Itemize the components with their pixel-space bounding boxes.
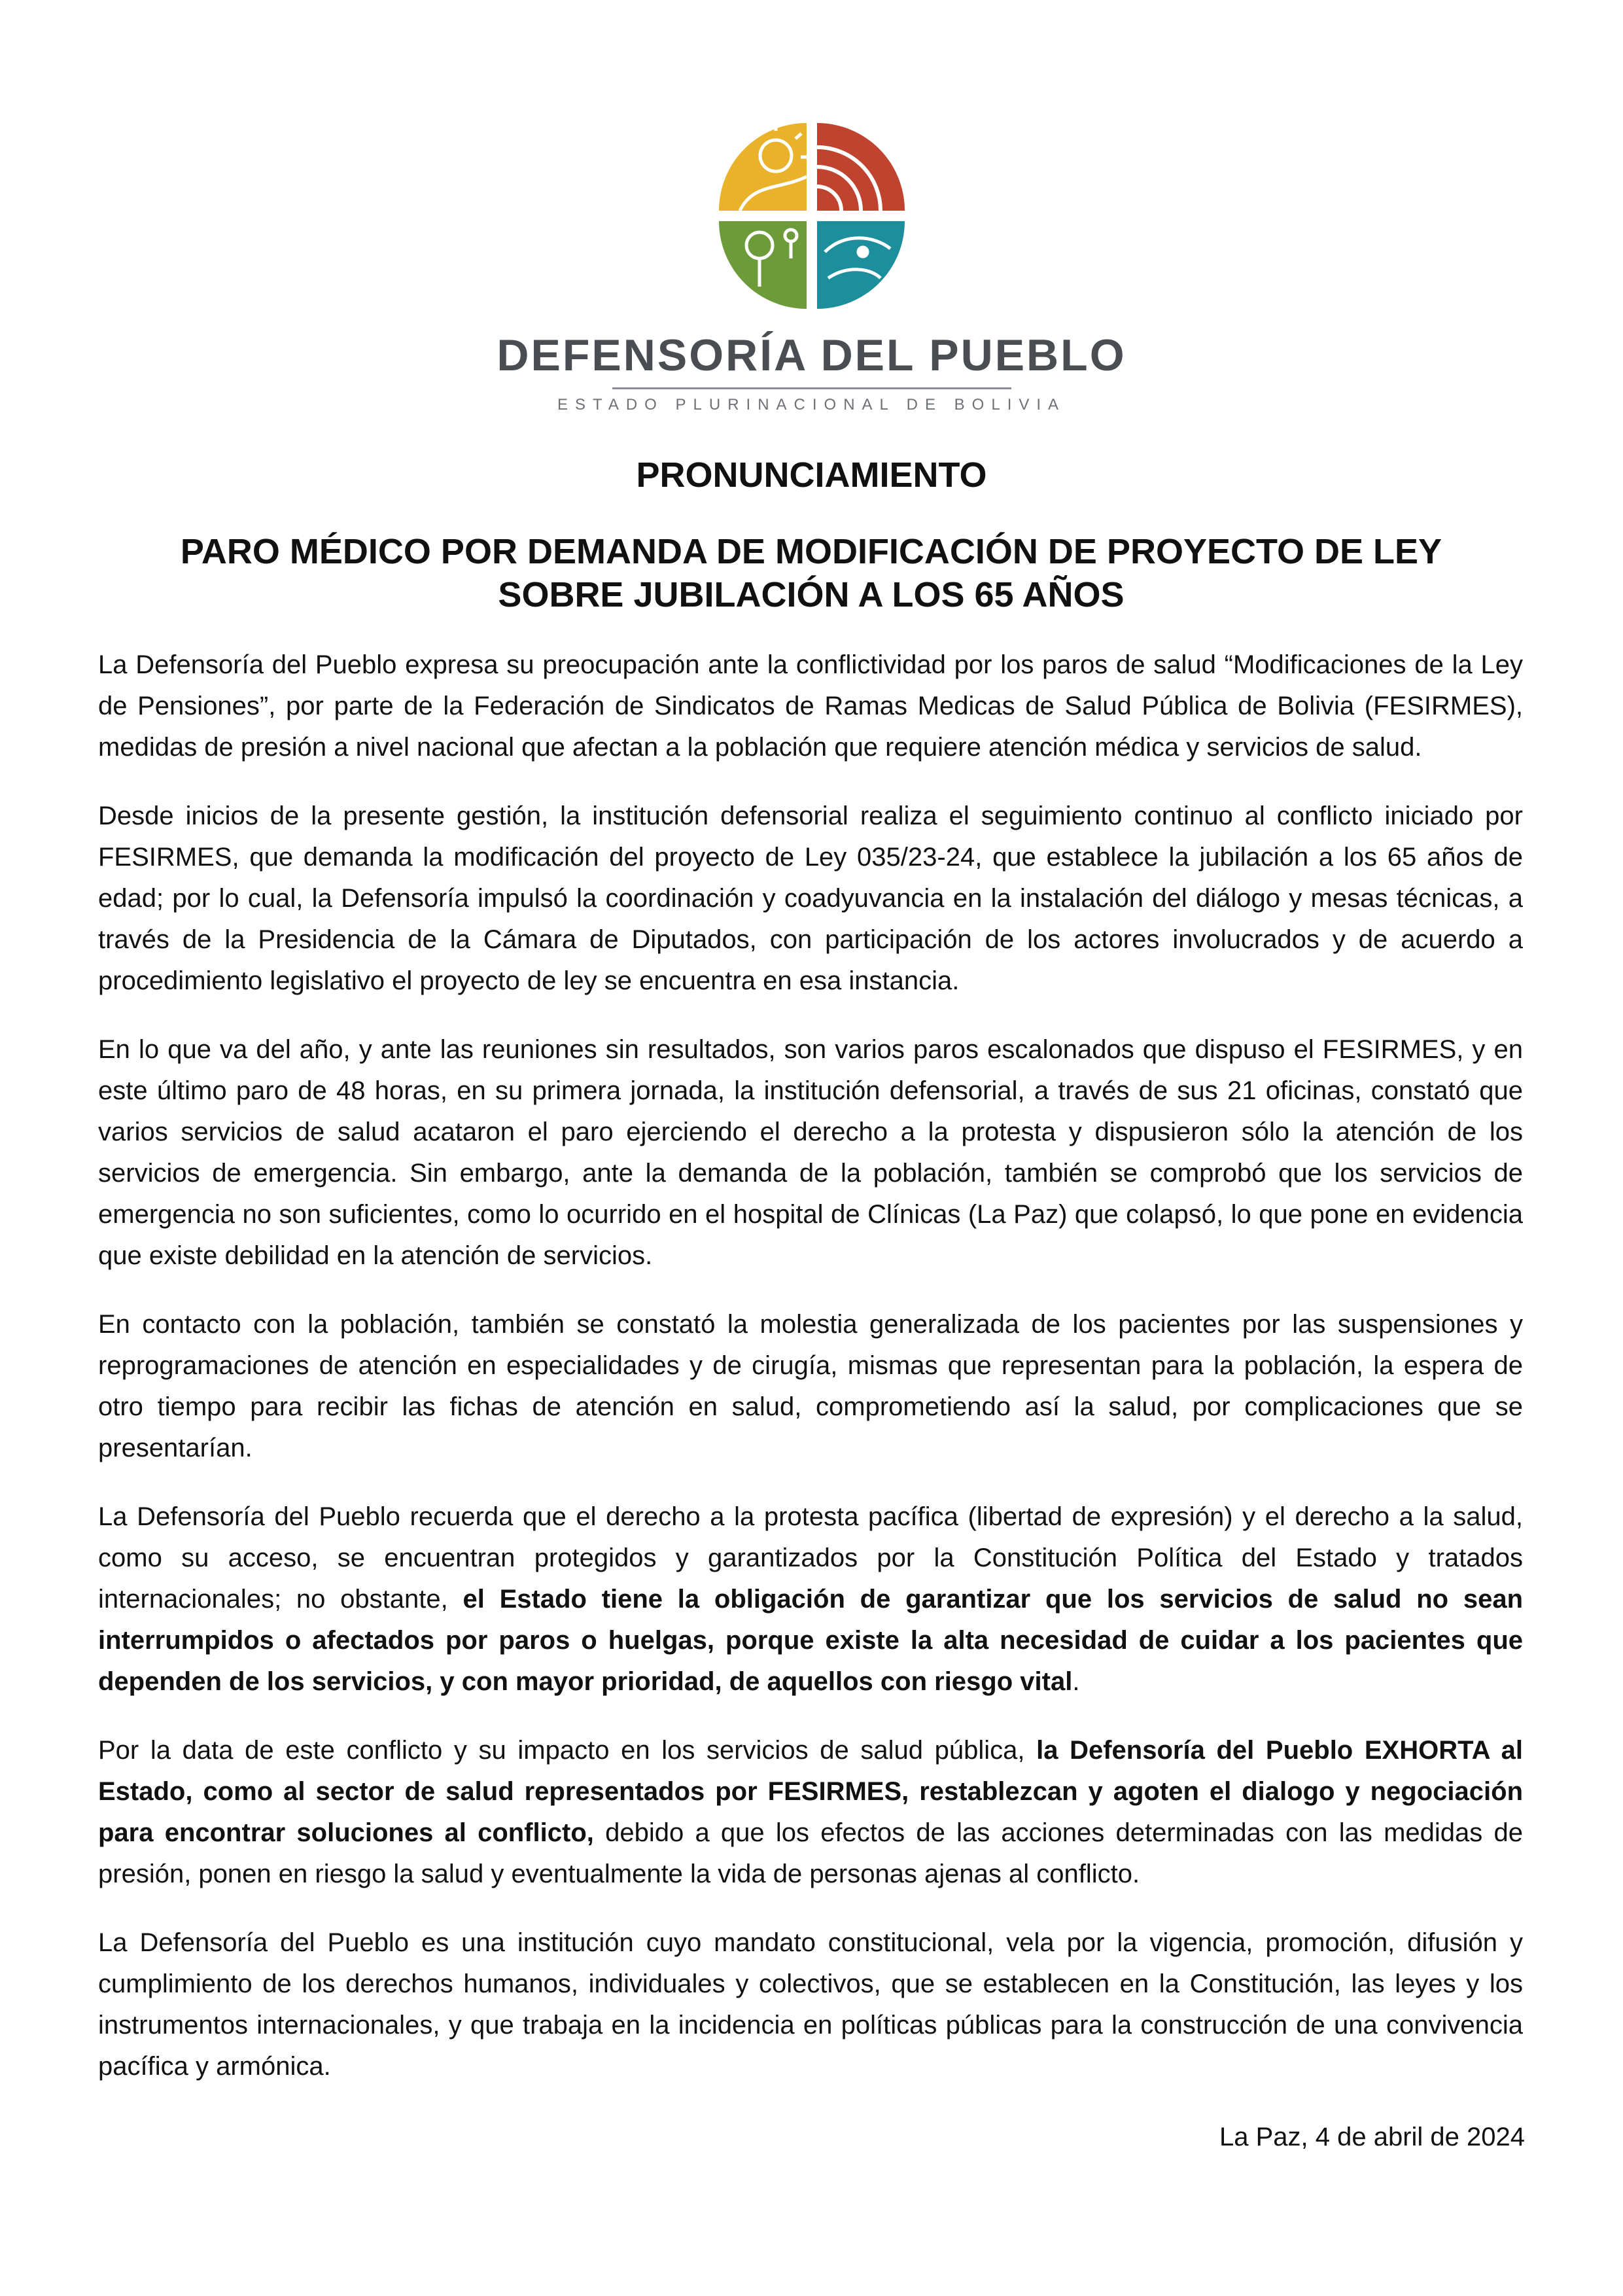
paragraph-5: La Defensoría del Pueblo recuerda que el derecho a la protesta pacífica (libertad de expresión) y el derecho a la salud, como su acceso, se encuentran protegidos y garantizados por la Constitución Política del Estado y tratados internacionales; no obstante, el Estado tiene la obligación de garantizar que los servicios de salud no sean interrumpidos o afectados por paros o huelgas, porque existe la alta necesidad de cuidar a los pacientes que dependen de los servicios, y con mayor prioridad, de aquellos con riesgo vital. (98, 1502, 1524, 1696)
paragraph-5-emphasis: el Estado tiene la obligación de garantizar que los servicios de salud no sean interrumpidos o afectados por paros o huelgas, porque existe la alta necesidad de cuidar a los pacientes que dependen de los servicios, y con mayor prioridad, de aquellos con riesgo vital (98, 1585, 1524, 1696)
logo-divider (612, 387, 1011, 389)
paragraph-7: La Defensoría del Pueblo es una institución cuyo mandato constitucional, vela por la vigencia, promoción, difusión y cumplimiento de los derechos humanos, individuales y colectivos, que se establecen en la Constitución, las leyes y los instrumentos internacionales, y que trabaja en la incidencia en políticas públicas para la construcción de una convivencia pacífica y armónica. (98, 1928, 1523, 2081)
paragraph-3: En lo que va del año, y ante las reuniones sin resultados, son varios paros escalonados que dispuso el FESIRMES, y en este último paro de 48 horas, en su primera jornada, la institución defensorial, a través de sus 21 oficinas, constató que varios servicios de salud acataron el paro ejerciendo el derecho a la protesta y dispusieron sólo la atención de los servicios de emergencia. Sin embargo, ante la demanda de la población, también se comprobó que los servicios de emergencia no son suficientes, como lo ocurrido en el hospital de Clínicas (La Paz) que colapsó, lo que pone en evidencia que existe debilidad en la atención de servicios. (98, 1035, 1523, 1270)
institution-logo (0, 118, 1623, 414)
document-title: PRONUNCIAMIENTO (636, 455, 987, 495)
logo-title: DEFENSORÍA DEL PUEBLO (497, 330, 1126, 380)
paragraph-4: En contacto con la población, también se constató la molestia generalizada de los pacientes por las suspensiones y reprogramaciones de atención en especialidades y de cirugía, mismas que representan para la población, la espera de otro tiempo para recibir las fichas de atención en salud, comprometiendo así la salud, por complicaciones que se presentarían. (98, 1310, 1523, 1462)
document-body (98, 645, 1523, 2115)
paragraph-2: Desde inicios de la presente gestión, la institución defensorial realiza el seguimiento continuo al conflicto iniciado por FESIRMES, que demanda la modificación del proyecto de Ley 035/23-24, que establece la jubilación a los 65 años de edad; por lo cual, la Defensoría impulsó la coordinación y coadyuvancia en la instalación del diálogo y mesas técnicas, a través de la Presidencia de la Cámara de Diputados, con participación de los actores involucrados y de acuerdo a procedimiento legislativo el proyecto de ley se encuentra en esa instancia. (98, 802, 1523, 995)
paragraph-1: La Defensoría del Pueblo expresa su preocupación ante la conflictividad por los paros de salud “Modificaciones de la Ley de Pensiones”, por parte de la Federación de Sindicatos de Ramas Medicas de Salud Pública de Bolivia (FESIRMES), medidas de presión a nivel nacional que afectan a la población que requiere atención médica y servicios de salud. (98, 650, 1523, 762)
quadrant-emblem-icon (714, 118, 910, 314)
paragraph-6: Por la data de este conflicto y su impacto en los servicios de salud pública, la Defensoría del Pueblo EXHORTA al Estado, como al sector de salud representados por FESIRMES, restablezcan y agoten el dialogo y negociación para encontrar soluciones al conflicto, debido a que los efectos de las acciones determinadas con las medidas de presión, ponen en riesgo la salud y eventualmente la vida de personas ajenas al conflicto. (98, 1736, 1524, 1888)
dateline: La Paz, 4 de abril de 2024 (1219, 2123, 1525, 2151)
paragraph-6-emphasis: la Defensoría del Pueblo EXHORTA al Estado, como al sector de salud representados por FESIRMES, restablezcan y agoten el dialogo y negociación para encontrar soluciones al conflicto, (98, 1736, 1523, 1847)
document-subtitle: PARO MÉDICO POR DEMANDA DE MODIFICACIÓN DE PROYECTO DE LEY SOBRE JUBILACIÓN A LOS 65 AÑOS (180, 532, 1442, 614)
logo-subtitle: ESTADO PLURINACIONAL DE BOLIVIA (557, 396, 1066, 414)
